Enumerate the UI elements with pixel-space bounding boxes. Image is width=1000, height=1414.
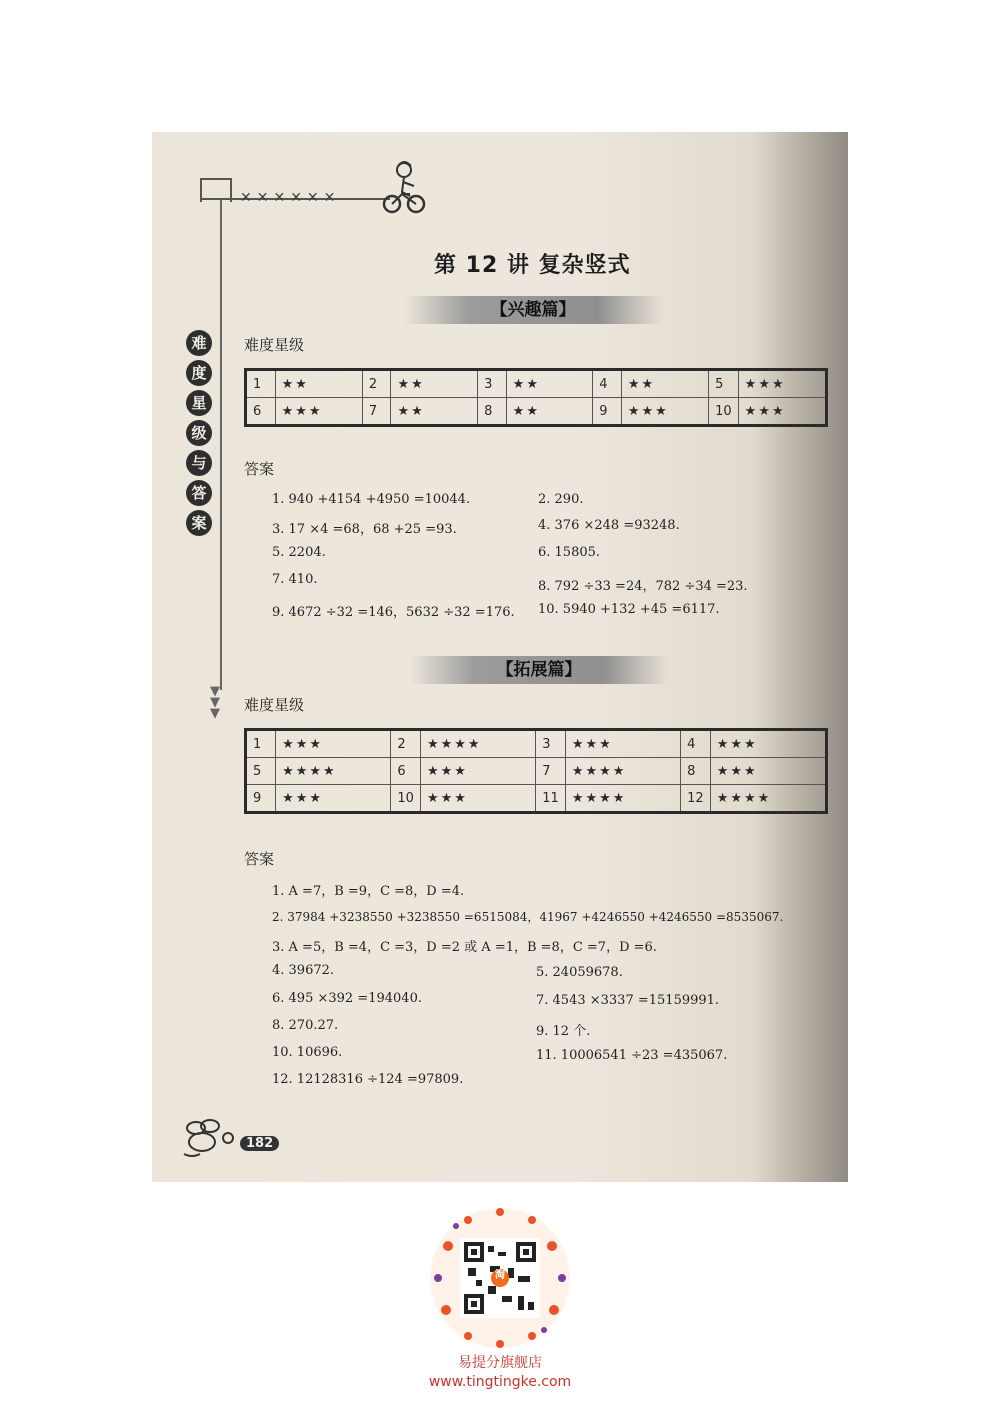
problem-number: 1	[246, 370, 276, 398]
star-rating: ★★★★	[565, 758, 680, 785]
table-row	[246, 730, 827, 758]
bicycle-boy-icon	[382, 160, 426, 216]
star-rating: ★★★	[621, 398, 708, 426]
answer-item: 2. 37984 +3238550 +3238550 =6515084，41967 +4246550 +4246550 =8535067.	[272, 910, 784, 924]
answer-label: 答案	[244, 850, 275, 868]
problem-number: 3	[536, 730, 566, 758]
difficulty-label: 难度星级	[244, 696, 305, 714]
star-rating: ★★★	[710, 730, 826, 758]
problem-number: 1	[246, 730, 276, 758]
side-char: 星	[186, 390, 212, 416]
answer-item: 1. 940 +4154 +4950 =10044.	[272, 492, 471, 507]
problem-number: 6	[391, 758, 421, 785]
lesson-title: 第 12 讲 复杂竖式	[434, 253, 631, 278]
answer-item: 9. 12 个.	[536, 1024, 591, 1039]
side-char: 度	[186, 360, 212, 386]
answer-item: 12. 12128316 ÷124 =97809.	[272, 1072, 464, 1087]
problem-number: 2	[362, 370, 391, 398]
problem-number: 4	[593, 370, 622, 398]
star-rating: ★★★★	[565, 785, 680, 813]
answer-item: 6. 495 ×392 =194040.	[272, 991, 422, 1006]
star-rating: ★★★	[738, 398, 826, 426]
qr-badge: 淘	[495, 1270, 505, 1281]
problem-number: 6	[246, 398, 276, 426]
star-rating: ★★★	[738, 370, 826, 398]
problem-number: 2	[391, 730, 421, 758]
side-char: 案	[186, 510, 212, 536]
star-rating: ★★	[391, 370, 478, 398]
problem-number: 7	[536, 758, 566, 785]
answer-item: 6. 15805.	[538, 545, 601, 560]
problem-number: 10	[709, 398, 739, 426]
star-rating: ★★★★	[420, 730, 535, 758]
difficulty-table-interest	[244, 368, 828, 427]
problem-number: 9	[593, 398, 622, 426]
star-rating: ★★	[506, 370, 593, 398]
problem-number: 8	[478, 398, 507, 426]
side-char: 级	[186, 420, 212, 446]
difficulty-label: 难度星级	[244, 336, 305, 354]
star-rating: ★★★	[420, 785, 535, 813]
answer-item: 8. 792 ÷33 =24，782 ÷34 =23.	[538, 579, 748, 594]
margin-rule	[220, 200, 222, 690]
star-rating: ★★★	[276, 730, 391, 758]
answer-item: 7. 4543 ×3337 =15159991.	[536, 993, 720, 1008]
star-rating: ★★★	[565, 730, 680, 758]
table-row	[246, 398, 827, 426]
problem-number: 5	[246, 758, 276, 785]
problem-number: 5	[709, 370, 739, 398]
shop-name: 易提分旗舰店	[458, 1355, 542, 1371]
side-char: 答	[186, 480, 212, 506]
table-row	[246, 370, 827, 398]
table-row	[246, 785, 827, 813]
table-row	[246, 758, 827, 785]
answer-item: 8. 270.27.	[272, 1018, 339, 1033]
section-banner-extension: 【拓展篇】	[410, 656, 668, 684]
star-rating: ★★★★	[710, 785, 826, 813]
problem-number: 4	[681, 730, 711, 758]
side-label	[186, 330, 212, 540]
header-crosses: ✕✕✕✕✕✕	[240, 190, 341, 206]
down-arrows-icon: ▼ ▼ ▼	[210, 684, 220, 721]
answer-label: 答案	[244, 460, 275, 478]
star-rating: ★★	[506, 398, 593, 426]
difficulty-table-extension	[244, 728, 828, 814]
star-rating: ★★	[275, 370, 362, 398]
star-rating: ★★	[391, 398, 478, 426]
answer-item: 3. 17 ×4 =68，68 +25 =93.	[272, 522, 457, 537]
side-char: 难	[186, 330, 212, 356]
answer-item: 11. 10006541 ÷23 =435067.	[536, 1048, 728, 1063]
side-char: 与	[186, 450, 212, 476]
star-rating: ★★	[621, 370, 708, 398]
answer-item: 7. 410.	[272, 572, 318, 587]
answer-item: 1. A =7，B =9，C =8，D =4.	[272, 884, 465, 899]
star-rating: ★★★★	[276, 758, 391, 785]
page-number: 182	[240, 1136, 279, 1151]
answer-item: 3. A =5，B =4，C =3，D =2 或 A =1，B =8，C =7，D =6.	[272, 940, 657, 955]
problem-number: 3	[478, 370, 507, 398]
star-rating: ★★★	[420, 758, 535, 785]
answer-item: 5. 2204.	[272, 545, 326, 560]
bee-icon	[178, 1112, 248, 1162]
problem-number: 12	[681, 785, 711, 813]
problem-number: 9	[246, 785, 276, 813]
shop-url[interactable]: www.tingtingke.com	[428, 1374, 572, 1390]
answer-item: 5. 24059678.	[536, 965, 623, 980]
star-rating: ★★★	[710, 758, 826, 785]
section-banner-interest: 【兴趣篇】	[404, 296, 662, 324]
answer-item: 10. 10696.	[272, 1045, 343, 1060]
star-rating: ★★★	[276, 785, 391, 813]
answer-item: 9. 4672 ÷32 =146，5632 ÷32 =176.	[272, 605, 515, 620]
answer-item: 4. 39672.	[272, 963, 335, 978]
star-rating: ★★★	[275, 398, 362, 426]
problem-number: 7	[362, 398, 391, 426]
answer-item: 4. 376 ×248 =93248.	[538, 518, 680, 533]
problem-number: 8	[681, 758, 711, 785]
answer-item: 2. 290.	[538, 492, 584, 507]
problem-number: 10	[391, 785, 421, 813]
problem-number: 11	[536, 785, 566, 813]
answer-item: 10. 5940 +132 +45 =6117.	[538, 602, 720, 617]
